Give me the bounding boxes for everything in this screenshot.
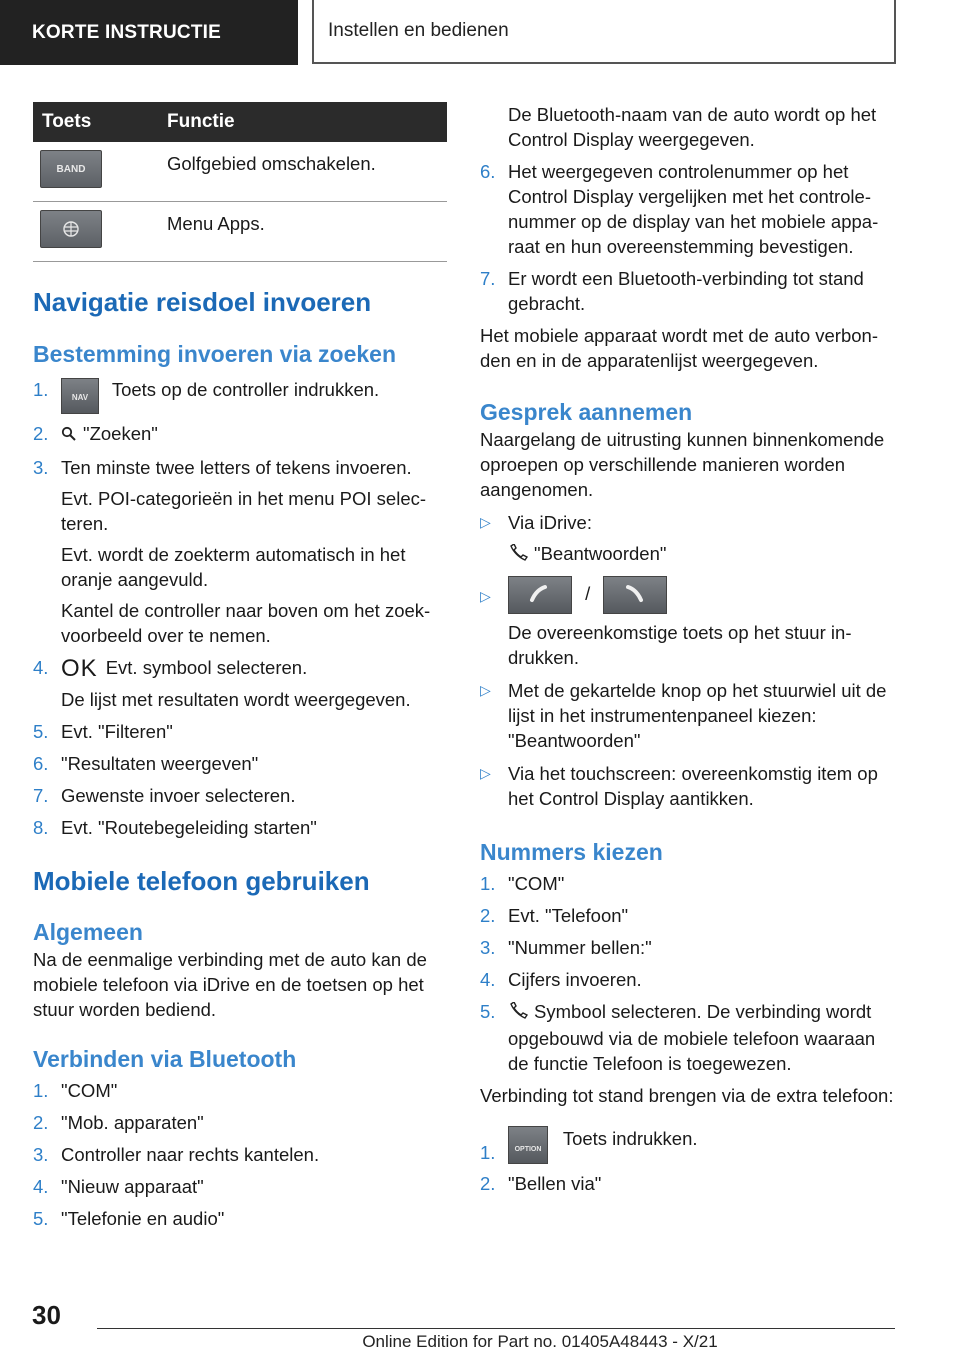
list-item: 3. "Nummer bellen:" [480,937,652,958]
dial-subheading: Nummers kiezen [480,839,663,865]
list-item: 3. Controller naar rechts kantelen. [33,1144,320,1165]
general-subheading: Algemeen [33,919,143,945]
apps-key-icon [40,210,102,248]
table-head-function: Functie [158,102,447,142]
list-item: 5. Symbool selecteren. De verbinding wordt opgebouwd via de mobiele telefoon waaraan de functie Telefoon is toegewezen. [480,1001,876,1074]
list-item: 1. "COM" [33,1080,118,1101]
triangle-bullet-icon: ▷ [480,765,491,781]
list-item: 4. "Nieuw apparaat" [33,1176,204,1197]
table-row [33,202,447,262]
ok-icon: OK [61,655,98,682]
dial-steps [480,871,896,1076]
list-item: 3. Ten minste twee letters of tekens invoeren. Evt. POI-categorieën in het menu POI selecteren. Evt. wordt de zoekterm automatisch in het oranje aangevuld. Kantel de controller naar boven om het zoekvoorbeeld over te nemen. [33,457,431,646]
call-accept-key-icon [508,576,572,614]
chapter-title: Instellen en bedienen [312,0,896,64]
bluetooth-steps [33,1078,447,1231]
search-icon [61,423,77,448]
call-end-key-icon [603,576,667,614]
list-item: 7. Gewenste invoer selecteren. [33,785,296,806]
bluetooth-result: Het mobiele apparaat wordt met de auto verbonden en in de apparatenlijst weergegeven. [480,325,878,371]
search-subheading: Bestemming invoeren via zoeken [33,341,397,367]
list-item: ▷ / De overeenkomstige toets op het stuur indrukken. [480,576,896,670]
band-key-icon: BAND [40,150,102,188]
option-key-icon: OPTION [508,1126,548,1164]
list-item: De Bluetooth-naam van de auto wordt op het Control Display weergegeven. [508,104,877,150]
table-row [33,142,447,202]
list-item: 6. Het weergegeven controlenummer op het Control Display vergelijken met het controlenummer op de display van het mobiele apparaat en hun overeenstemming bevestigen. [480,161,879,257]
table-cell-function: Menu Apps. [158,202,447,262]
triangle-bullet-icon: ▷ [480,588,491,604]
answer-options [480,510,896,811]
bluetooth-subheading: Verbinden via Bluetooth [33,1046,297,1072]
key-function-table [33,102,447,262]
list-item: ▷ Via iDrive: "Beantwoorden" [480,510,896,568]
list-item: 2. "Zoeken" [33,421,447,448]
list-item: 4. Cijfers invoeren. [480,969,642,990]
table-head-key: Toets [33,102,158,142]
list-item: ▷ Via het touchscreen: overeenkomstig item op het Control Display aantikken. [480,763,878,809]
list-item: 4. OK Evt. symbool selecteren. De lijst met resultaten wordt weergegeven. [33,655,411,710]
section-tab: KORTE INSTRUCTIE [0,0,298,65]
extra-phone-text: Verbinding tot stand brengen via de extra telefoon: [480,1085,894,1106]
phone-handset-icon [508,543,528,568]
list-item: 2. "Mob. apparaten" [33,1112,204,1133]
list-item: 1. OPTION Toets indrukken. [480,1128,698,1163]
triangle-bullet-icon: ▷ [480,514,491,530]
nav-steps [33,377,447,840]
nav-key-icon: NAV [61,378,99,414]
nav-heading: Navigatie reisdoel invoeren [33,287,372,317]
list-item: ▷ Met de gekartelde knop op het stuurwiel uit de lijst in het instrumentenpaneel kiezen: "Beantwoorden" [480,680,887,751]
triangle-bullet-icon: ▷ [480,682,491,698]
list-item: 5. "Telefonie en audio" [33,1208,225,1229]
phone-handset-icon [508,1001,528,1026]
list-item: 6. "Resultaten weergeven" [33,753,259,774]
table-cell-function: Golfgebied omschakelen. [158,142,447,202]
list-item: 5. Evt. "Filteren" [33,721,173,742]
answer-text: Naargelang de uitrusting kunnen binnenkomende oproepen op verschillende manieren worden aangenomen. [480,429,885,500]
footer-edition: Online Edition for Part no. 01405A48443 - X/21 [362,1332,718,1351]
list-item: 8. Evt. "Routebegeleiding starten" [33,817,317,838]
phone-heading: Mobiele telefoon gebruiken [33,866,370,896]
extra-steps [480,1126,896,1196]
right-column [480,102,896,1203]
list-item: 2. "Bellen via" [480,1173,602,1194]
list-item: 7. Er wordt een Bluetooth-verbinding tot stand gebracht. [480,268,864,314]
general-text: Na de eenmalige verbinding met de auto kan de mobiele telefoon via iDrive en de toetsen op het stuur worden bediend. [33,949,427,1020]
list-item: 1. "COM" [480,873,565,894]
list-item: 2. Evt. "Telefoon" [480,905,629,926]
left-column [33,102,447,1238]
footer-divider [97,1328,895,1329]
page-number: 30 [32,1300,61,1330]
list-item: 1. NAV Toets op de controller indrukken. [33,377,447,414]
answer-subheading: Gesprek aannemen [480,399,693,425]
